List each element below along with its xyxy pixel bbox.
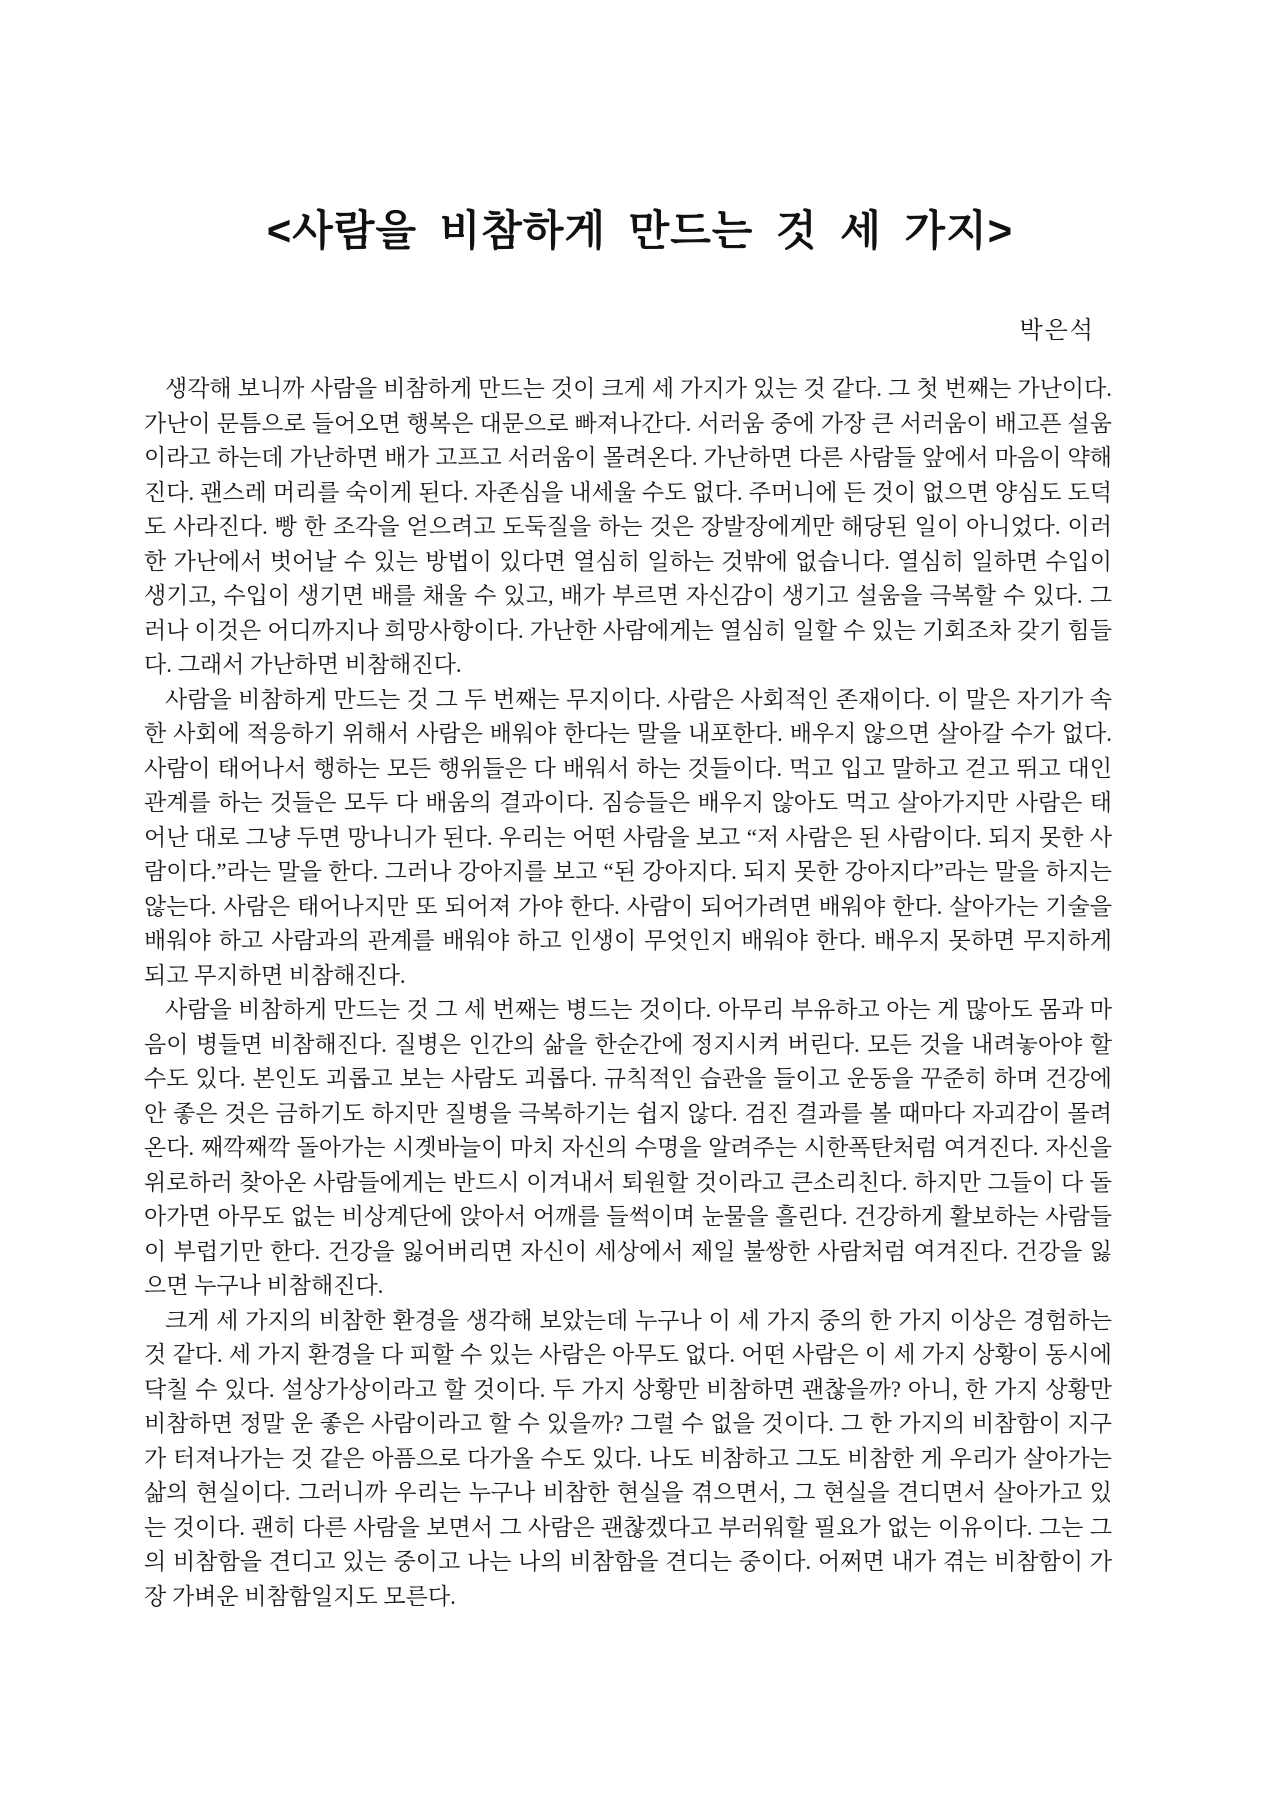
- paragraph-poverty: 생각해 보니까 사람을 비참하게 만드는 것이 크게 세 가지가 있는 것 같다. 그 첫 번째는 가난이다. 가난이 문틈으로 들어오면 행복은 대문으로 빠져나간다. 서러움 중에 가장 큰 서러움이 배고픈 설움이라고 하는데 가난하면 배가 고프고 서러움이 몰려온다. 가난하면 다른 사람들 앞에서 마음이 약해진다. 괜스레 머리를 숙이게 된다. 자존심을 내세울 수도 없다. 주머니에 든 것이 없으면 양심도 도덕도 사라진다. 빵 한 조각을 얻으려고 도둑질을 하는 것은 장발장에게만 해당된 일이 아니었다. 이러한 가난에서 벗어날 수 있는 방법이 있다면 열심히 일하는 것밖에 없습니다. 열심히 일하면 수입이 생기고, 수입이 생기면 배를 채울 수 있고, 배가 부르면 자신감이 생기고 설움을 극복할 수 있다. 그러나 이것은 어디까지나 희망사항이다. 가난한 사람에게는 열심히 일할 수 있는 기회조차 갖기 힘들다. 그래서 가난하면 비참해진다.: [144, 376, 1112, 677]
- document-body: [144, 372, 1112, 1614]
- paragraph-ignorance: 사람을 비참하게 만드는 것 그 두 번째는 무지이다. 사람은 사회적인 존재이다. 이 말은 자기가 속한 사회에 적응하기 위해서 사람은 배워야 한다는 말을 내포한다. 배우지 않으면 살아갈 수가 없다. 사람이 태어나서 행하는 모든 행위들은 다 배워서 하는 것들이다. 먹고 입고 말하고 걷고 뛰고 대인관계를 하는 것들은 모두 다 배움의 결과이다. 짐승들은 배우지 않아도 먹고 살아가지만 사람은 태어난 대로 그냥 두면 망나니가 된다. 우리는 어떤 사람을 보고 “저 사람은 된 사람이다. 되지 못한 사람이다.”라는 말을 한다. 그러나 강아지를 보고 “된 강아지다. 되지 못한 강아지다”라는 말을 하지는 않는다. 사람은 태어나지만 또 되어져 가야 한다. 사람이 되어가려면 배워야 한다. 살아가는 기술을 배워야 하고 사람과의 관계를 배워야 하고 인생이 무엇인지 배워야 한다. 배우지 못하면 무지하게 되고 무지하면 비참해진다.: [144, 686, 1112, 988]
- document-title: <사람을 비참하게 만드는 것 세 가지>: [266, 207, 1014, 254]
- paragraph-conclusion: 크게 세 가지의 비참한 환경을 생각해 보았는데 누구나 이 세 가지 중의 한 가지 이상은 경험하는 것 같다. 세 가지 환경을 다 피할 수 있는 사람은 아무도 없다. 어떤 사람은 이 세 가지 상황이 동시에 닥칠 수 있다. 설상가상이라고 할 것이다. 두 가지 상황만 비참하면 괜찮을까? 아니, 한 가지 상황만 비참하면 정말 운 좋은 사람이라고 할 수 있을까? 그럴 수 없을 것이다. 그 한 가지의 비참함이 지구가 터져나가는 것 같은 아픔으로 다가올 수도 있다. 나도 비참하고 그도 비참한 게 우리가 살아가는 삶의 현실이다. 그러니까 우리는 누구나 비참한 현실을 겪으면서, 그 현실을 견디면서 살아가고 있는 것이다. 괜히 다른 사람을 보면서 그 사람은 괜찮겠다고 부러워할 필요가 없는 이유이다. 그는 그의 비참함을 견디고 있는 중이고 나는 나의 비참함을 견디는 중이다. 어쩌면 내가 겪는 비참함이 가장 가벼운 비참함일지도 모른다.: [144, 1307, 1112, 1609]
- author-name: 박은석: [1019, 318, 1095, 344]
- paragraph-illness: 사람을 비참하게 만드는 것 그 세 번째는 병드는 것이다. 아무리 부유하고 아는 게 많아도 몸과 마음이 병들면 비참해진다. 질병은 인간의 삶을 한순간에 정지시켜 버린다. 모든 것을 내려놓아야 할 수도 있다. 본인도 괴롭고 보는 사람도 괴롭다. 규칙적인 습관을 들이고 운동을 꾸준히 하며 건강에 안 좋은 것은 금하기도 하지만 질병을 극복하기는 쉽지 않다. 검진 결과를 볼 때마다 자괴감이 몰려온다. 째깍째깍 돌아가는 시곗바늘이 마치 자신의 수명을 알려주는 시한폭탄처럼 여겨진다. 자신을 위로하러 찾아온 사람들에게는 반드시 이겨내서 퇴원할 것이라고 큰소리친다. 하지만 그들이 다 돌아가면 아무도 없는 비상계단에 앉아서 어깨를 들썩이며 눈물을 흘린다. 건강하게 활보하는 사람들이 부럽기만 한다. 건강을 잃어버리면 자신이 세상에서 제일 불쌍한 사람처럼 여겨진다. 건강을 잃으면 누구나 비참해진다.: [144, 997, 1112, 1298]
